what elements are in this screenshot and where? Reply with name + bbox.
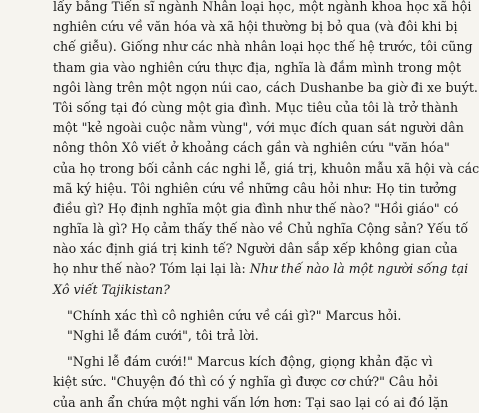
italic-question: Như thế nào là một người sống tại (249, 261, 469, 277)
text-line: tham gia vào nghiên cứu thực địa, nghĩa là đắm mình trong một (53, 59, 462, 75)
text-line: nghĩa là gì? Họ cảm thấy thế nào về Chủ nghĩa Cộng sản? Yếu tố (53, 221, 469, 237)
text-line: của anh ẩn chứa một nghi vấn lớn hơn: Tại sao lại có ai đó lặn (53, 394, 449, 410)
text-line: mã ký hiệu. Tôi nghiên cứu về những câu hỏi như: Họ tin tưởng (53, 180, 457, 196)
text-line: "Nghi lễ đám cưới", tôi trả lời. (67, 328, 259, 343)
text-line: một "kẻ ngoài cuộc nằm vùng", với mục đích quan sát người dân (53, 120, 464, 136)
paragraph-fieldwork (53, 0, 479, 300)
text-line: lấy bằng Tiến sĩ ngành Nhân loại học, một ngành khoa học xã hội (53, 0, 472, 14)
text-line (53, 280, 386, 300)
body-text (53, 0, 479, 413)
italic-question: Xô viết Tajikistan? (53, 281, 170, 297)
paragraph-answer (53, 326, 386, 346)
text-line: chế giễu). Giống như các nhà nhân loại học thế hệ trước, tôi cũng (53, 39, 473, 55)
text-line: "Nghi lễ đám cưới!" Marcus kích động, giọng khản đặc vì (67, 354, 433, 370)
text-line: của họ trong bối cảnh các nghi lễ, giá trị, khuôn mẫu xã hội và các (53, 160, 479, 176)
text-line: "Chính xác thì cô nghiên cứu về cái gì?" Marcus hỏi. (67, 307, 402, 323)
text-segment: họ như thế nào? Tóm lại lại là: (53, 261, 250, 277)
text-line: ngôi làng trên một ngọn núi cao, cách Dushanbe ba giờ đi xe buýt. (53, 79, 478, 95)
text-line: điều gì? Họ định nghĩa một gia đình như thế nào? "Hồi giáo" có (53, 200, 459, 216)
text-line: nghiên cứu về văn hóa và xã hội thường bị bỏ qua (và đôi khi bị (53, 19, 458, 35)
text-line: Tôi sống tại đó cùng một gia đình. Mục tiêu của tôi là trở thành (53, 99, 459, 115)
text-line: nào xác định giá trị kinh tế? Người dân sắp xếp không gian của (53, 241, 458, 257)
paragraph-marcus-question (53, 306, 402, 326)
text-line: kiệt sức. "Chuyện đó thì có ý nghĩa gì được cơ chứ?" Câu hỏi (53, 374, 438, 390)
text-line (53, 259, 469, 279)
text-line: nông thôn Xô viết ở khoảng cách gần và nghiên cứu "văn hóa" (53, 140, 450, 156)
paragraph-marcus-reaction (53, 352, 449, 413)
